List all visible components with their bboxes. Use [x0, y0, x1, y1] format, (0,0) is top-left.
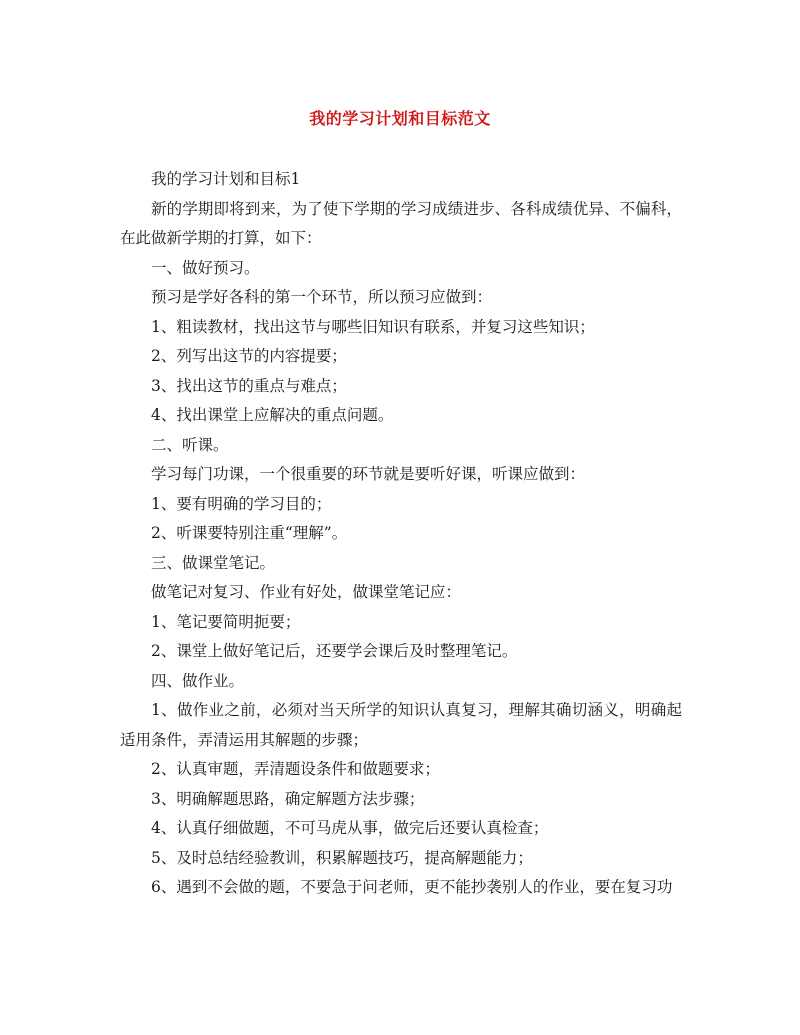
section-heading: 二、听课。: [151, 435, 229, 454]
list-item: 3、明确解题思路，确定解题方法步骤；: [151, 789, 425, 808]
list-item: 5、及时总结经验教训，积累解题技巧，提高解题能力；: [151, 848, 533, 867]
paragraph: 预习是学好各科的第一个环节，所以预习应做到：: [151, 288, 493, 306]
paragraph: 学习每门功课，一个很重要的环节就是要听好课，听课应做到：: [151, 465, 586, 483]
paragraph: 新的学期即将到来，为了使下学期的学习成绩进步、各科成绩优异、不偏科，在此做新学期的打算，如下：: [120, 199, 682, 247]
section-heading: 三、做课堂笔记。: [151, 553, 276, 572]
list-item: 4、认真仔细做题，不可马虎从事，做完后还要认真检查；: [151, 819, 549, 837]
list-item: 2、听课要特别注重“理解”。: [151, 524, 348, 542]
list-item: 4、找出课堂上应解决的重点问题。: [151, 406, 394, 424]
section-heading: 四、做作业。: [151, 671, 245, 690]
section-heading: 我的学习计划和目标1: [151, 170, 301, 188]
paragraph: 做笔记对复习、作业有好处，做课堂笔记应：: [151, 583, 462, 601]
document-title: 我的学习计划和目标范文: [309, 109, 491, 128]
list-item: 2、课堂上做好笔记后，还要学会课后及时整理笔记。: [151, 642, 518, 660]
list-item: 1、粗读教材，找出这节与哪些旧知识有联系，并复习这些知识；: [151, 317, 595, 336]
list-item: 2、列写出这节的内容提要；: [151, 347, 347, 365]
document-body: [120, 165, 682, 903]
list-item: 6、遇到不会做的题，不要急于问老师，更不能抄袭别人的作业，要在复习功: [151, 878, 673, 896]
list-item: 1、要有明确的学习目的；: [151, 494, 332, 513]
list-item: 1、做作业之前，必须对当天所学的知识认真复习，理解其确切涵义，明确起适用条件，弄清运用其解题的步骤；: [120, 701, 682, 749]
list-item: 3、找出这节的重点与难点；: [151, 376, 347, 395]
section-heading: 一、做好预习。: [151, 258, 260, 277]
list-item: 1、笔记要简明扼要；: [151, 612, 301, 631]
list-item: 2、认真审题，弄清题设条件和做题要求；: [151, 760, 440, 778]
